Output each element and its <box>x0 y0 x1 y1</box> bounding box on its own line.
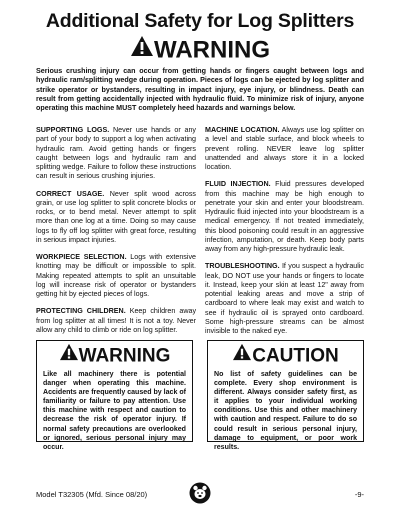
section-heading: CORRECT USAGE. <box>36 189 105 198</box>
section-supporting-logs <box>36 126 196 182</box>
section-text: Logs with extensive knotting may be difficult or impossible to split. Making repeated attempts to split an unsuitable log will increase risk of operator or bystanders getting hit by ejected pieces of logs. <box>36 253 196 298</box>
footer-model: Model T32305 (Mfd. Since 08/20) <box>36 490 148 499</box>
section-heading: PROTECTING CHILDREN. <box>36 307 126 316</box>
section-text: Fluid pressures developed from this machine may be high enough to penetrate your skin and enter your bloodstream. Hydraulic fluid injected into your bloodstream is a medical emergency. If not treated immediately, this blood poisoning could result in an aggressive infection, amputation, or death. Keep body parts away from any high-pressure hydraulic leak. <box>205 180 364 253</box>
section-heading: WORKPIECE SELECTION. <box>36 253 127 261</box>
section-heading: SUPPORTING LOGS. <box>36 126 110 134</box>
section-troubleshooting <box>205 262 364 336</box>
section-text: Always use log splitter on a level and stable surface, and block wheels to prevent rolling. NEVER leave log splitter unattended and always store it in a locked location. <box>205 126 365 171</box>
page-number: -9- <box>354 490 364 499</box>
caution-box-body: No list of safety guidelines can be complete. Every shop environment is different. Always consider safety first, as it applies to your individual working conditions. Use this and other machinery with caution and respect. Failure to do so could result in serious personal injury, damage to equipment, or poor work results. <box>214 371 357 451</box>
caution-box-label: CAUTION <box>252 345 339 367</box>
section-workpiece-selection <box>36 253 196 299</box>
caution-triangle-icon <box>232 343 252 366</box>
section-fluid-injection <box>205 180 364 254</box>
section-correct-usage <box>36 190 196 246</box>
header-warning-label <box>36 37 364 63</box>
section-heading: MACHINE LOCATION. <box>205 126 280 134</box>
section-text: Keep children away from log splitter at all times! It is not a toy. Never allow any child to climb or ride on log splitter. <box>36 307 197 334</box>
section-heading: TROUBLESHOOTING. <box>205 262 280 271</box>
warning-box-title <box>37 345 192 368</box>
section-heading: FLUID INJECTION. <box>205 180 271 189</box>
section-text: If you suspect a hydraulic leak, DO NOT use your hands or fingers to locate it. Instead, keep your skin at least 12" away from potential leaking areas and move a strip of cardboard to where leak may exist and watch to see if hydraulic oil is sprayed onto cardboard. Some high-pressure streams can be almost invisible to the naked eye. <box>205 262 365 335</box>
warning-triangle-icon <box>59 343 79 366</box>
caution-box-title <box>208 345 363 368</box>
warning-box-label: WARNING <box>78 345 171 367</box>
right-column <box>205 126 364 344</box>
section-text: Never split wood across grain, or use log splitter to split concrete blocks or rocks, or to bend metal. Never attempt to split more than one log at a time. Doing so may cause logs to fly off log splitter with great force, resulting in serious impact injuries. <box>36 189 197 244</box>
section-text: Never use hands or any part of your body to support a log when activating hydraulic ram. Avoid getting hands or fingers caught between logs and hydraulic ram and splitting wedge. Failure to follow these instructions can result in serious crushing injuries. <box>36 126 196 181</box>
header-warning-text: WARNING <box>154 36 270 64</box>
header-warning-body: Serious crushing injury can occur from getting hands or fingers caught between logs and hydraulic ram/splitting wedge during operation. Pieces of logs can be ejected by log splitter and strike operator or bystanders, resulting in impact injury, eye injury, or blindness. Death can result from getting accidentally injected with hydraulic fluid. To minimize risk of injury, anyone operating this machine MUST completely heed hazards and warnings below. <box>36 67 364 113</box>
section-machine-location <box>205 126 364 172</box>
page-title: Additional Safety for Log Splitters <box>45 10 355 32</box>
warning-box-body: Like all machinery there is potential danger when operating this machine. Accidents are frequently caused by lack of familiarity or failure to pay attention. Use this machine with respect and caution to decrease the risk of operator injury. If normal safety precautions are overlooked or ignored, serious personal injury may occur. <box>43 371 186 451</box>
bear-logo-icon <box>189 482 211 504</box>
warning-triangle-icon <box>130 35 154 63</box>
warning-box <box>36 340 193 451</box>
left-column <box>36 126 196 343</box>
section-protecting-children <box>36 307 196 335</box>
caution-box <box>207 340 364 451</box>
